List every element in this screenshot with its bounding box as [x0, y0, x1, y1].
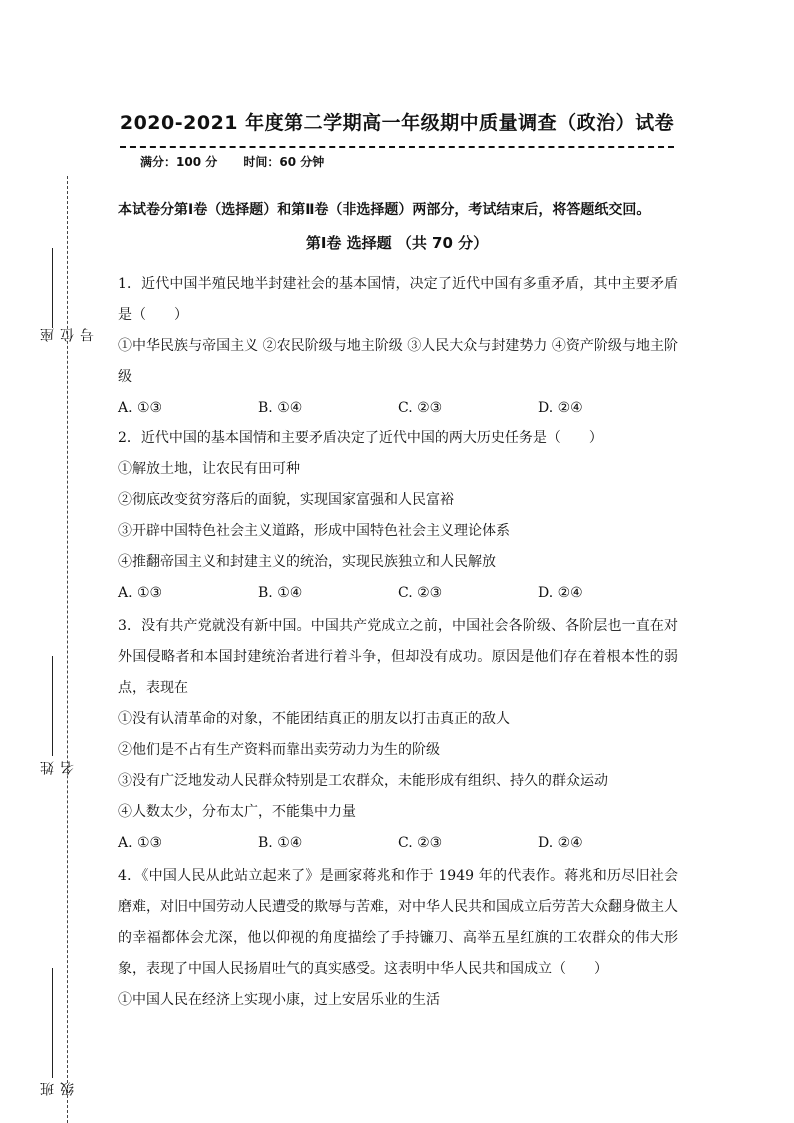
question-item: ④推翻帝国主义和封建主义的统治，实现民族独立和人民解放 — [118, 554, 496, 570]
option-a: A. ①③ — [118, 835, 163, 851]
option-b: B. ①④ — [258, 400, 303, 416]
option-b: B. ①④ — [258, 835, 303, 851]
exam-title: 2020-2021 年度第二学期高一年级期中质量调查（政治）试卷 — [119, 112, 675, 134]
option-c: C. ②③ — [398, 400, 443, 416]
seat-number-blank — [52, 248, 53, 328]
question-item: ②彻底改变贫穷落后的面貌，实现国家富强和人民富裕 — [118, 492, 454, 508]
option-b: B. ①④ — [258, 585, 303, 601]
question-1 — [118, 269, 678, 424]
class-blank — [52, 968, 53, 1078]
section-title: 第Ⅰ卷 选择题 （共 70 分） — [305, 234, 489, 252]
question-stem: 3．没有共产党就没有新中国。中国共产党成立之前，中国社会各阶级、各阶层也一直在对外国侵略者和本国封建统治者进行着斗争，但却没有成功。原因是他们存在着根本性的弱点，表现在 — [118, 618, 678, 696]
option-d: D. ②④ — [538, 835, 583, 851]
question-item: ①解放土地，让农民有田可种 — [118, 461, 300, 477]
question-stem: 4．《中国人民从此站立起来了》是画家蒋兆和作于 1949 年的代表作。蒋兆和历尽旧社会磨难，对旧中国劳动人民遭受的欺辱与苦难，对中华人民共和国成立后劳苦大众翻身做主人的幸福都体会尤深，他以仰视的角度描绘了手持镰刀、高举五星红旗的工农群众的伟大形象，表现了中国人民扬眉吐气的真实感受。这表明中华人民共和国成立（ ） — [118, 868, 678, 977]
option-d: D. ②④ — [538, 585, 583, 601]
class-label: 班级 — [40, 1080, 76, 1096]
exam-meta — [140, 153, 346, 170]
question-4 — [118, 861, 678, 1016]
question-item: ①中国人民在经济上实现小康，过上安居乐业的生活 — [118, 992, 440, 1008]
question-stem: 1．近代中国半殖民地半封建社会的基本国情，决定了近代中国有多重矛盾，其中主要矛盾是（ ） — [118, 276, 678, 323]
question-stem: 2．近代中国的基本国情和主要矛盾决定了近代中国的两大历史任务是（ ） — [118, 430, 603, 446]
full-score: 满分：100 分 — [140, 155, 218, 169]
question-item: ②他们是不占有生产资料而靠出卖劳动力为生的阶级 — [118, 742, 440, 758]
question-item: ①没有认清革命的对象，不能团结真正的朋友以打击真正的敌人 — [118, 711, 510, 727]
title-divider — [120, 146, 674, 148]
name-label: 姓名 — [40, 759, 76, 775]
exam-time: 时间：60 分钟 — [243, 155, 325, 169]
answer-options — [118, 393, 678, 424]
option-d: D. ②④ — [538, 400, 583, 416]
exam-instructions: 本试卷分第Ⅰ卷（选择题）和第Ⅱ卷（非选择题）两部分，考试结束后，将答题纸交回。 — [118, 202, 651, 218]
question-2 — [118, 423, 678, 609]
answer-options — [118, 578, 678, 609]
seat-number-label: 座位号 — [40, 326, 96, 342]
option-a: A. ①③ — [118, 585, 163, 601]
name-blank — [52, 656, 53, 756]
question-item: ③开辟中国特色社会主义道路，形成中国特色社会主义理论体系 — [118, 523, 510, 539]
binding-margin — [0, 0, 100, 1123]
question-item: ①中华民族与帝国主义 ②农民阶级与地主阶级 ③人民大众与封建势力 ④资产阶级与地主阶级 — [118, 338, 678, 385]
binding-dashed-line — [67, 176, 68, 1123]
answer-options — [118, 828, 678, 859]
option-a: A. ①③ — [118, 400, 163, 416]
question-item: ④人数太少，分布太广，不能集中力量 — [118, 804, 356, 820]
option-c: C. ②③ — [398, 835, 443, 851]
option-c: C. ②③ — [398, 585, 443, 601]
question-3 — [118, 611, 678, 859]
question-item: ③没有广泛地发动人民群众特别是工农群众，未能形成有组织、持久的群众运动 — [118, 773, 608, 789]
